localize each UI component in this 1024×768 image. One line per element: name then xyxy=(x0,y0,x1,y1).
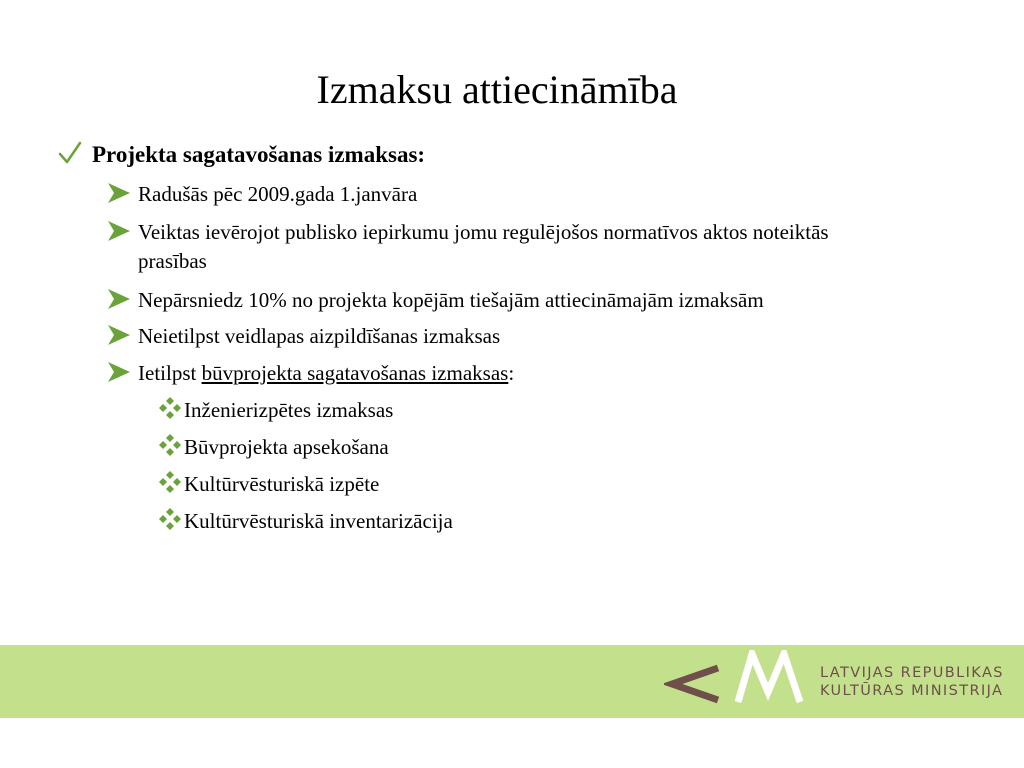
diamond-cluster-icon xyxy=(158,470,182,494)
diamond-cluster-icon xyxy=(158,507,182,531)
ietilpst-prefix: Ietilpst xyxy=(138,361,202,385)
arrow-bullet-icon xyxy=(107,359,131,385)
arrow-bullet-icon xyxy=(107,322,131,348)
bullet-level1-text: Projekta sagatavošanas izmaksas: xyxy=(92,142,426,167)
ministry-name xyxy=(820,664,1004,700)
arrow-bullet-icon xyxy=(107,286,131,312)
bullet-level2-text: Veiktas ievērojot publisko iepirkumu jomu regulējošos normatīvos aktos noteiktās prasības xyxy=(138,220,829,273)
bullet-level3-text: Būvprojekta apsekošana xyxy=(184,435,389,459)
bullet-level3-item xyxy=(158,507,453,536)
bullet-level3-text: Kultūrvēsturiskā izpēte xyxy=(184,472,380,496)
ministry-logo-icon xyxy=(664,650,814,714)
bullet-level2-item xyxy=(107,359,898,388)
bullet-level3-text: Kultūrvēsturiskā inventarizācija xyxy=(184,509,453,533)
bullet-level1 xyxy=(58,140,425,170)
bullet-level2-item xyxy=(107,286,898,315)
ministry-line2: KULTŪRAS MINISTRIJA xyxy=(820,683,1004,699)
ministry-line1: LATVIJAS REPUBLIKAS xyxy=(820,665,1004,681)
bullet-level2-text: Neietilpst veidlapas aizpildīšanas izmaksas xyxy=(138,324,501,348)
bullet-level3-item xyxy=(158,433,389,462)
bullet-level2-item xyxy=(107,218,898,276)
bullet-level2-text: Radušās pēc 2009.gada 1.janvāra xyxy=(138,182,418,206)
diamond-cluster-icon xyxy=(158,433,182,457)
bullet-level2-text xyxy=(138,359,898,388)
diamond-cluster-icon xyxy=(158,396,182,420)
buvprojekta-link[interactable]: būvprojekta sagatavošanas izmaksas xyxy=(201,361,509,385)
arrow-bullet-icon xyxy=(107,180,131,206)
bullet-level2-text: Nepārsniedz 10% no projekta kopējām tiešajām attiecināmajām izmaksām xyxy=(138,288,764,312)
colon-suffix: : xyxy=(508,361,515,385)
bullet-level2-item xyxy=(107,180,898,209)
bullet-level2-item xyxy=(107,322,898,351)
bullet-level3-item xyxy=(158,470,379,499)
arrow-bullet-icon xyxy=(107,218,131,244)
bullet-level3-item xyxy=(158,396,393,425)
slide-title: Izmaksu attiecināmība xyxy=(316,67,678,112)
checkmark-icon xyxy=(58,140,82,166)
bullet-level3-text: Inženierizpētes izmaksas xyxy=(184,398,394,422)
